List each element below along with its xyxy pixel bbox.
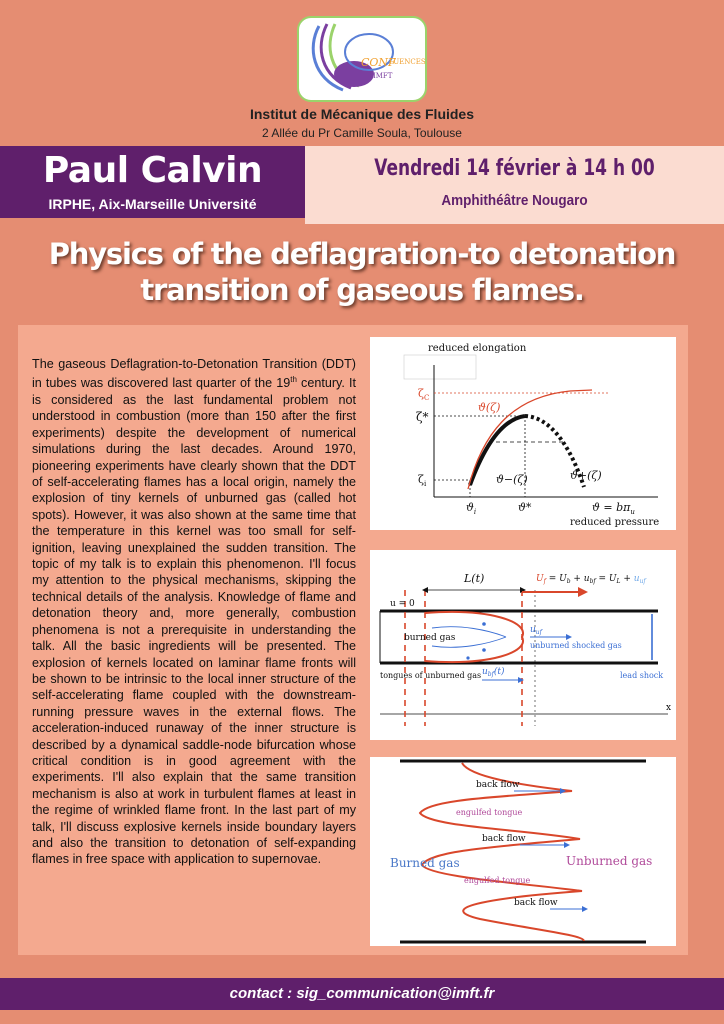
speaker-affiliation: IRPHE, Aix-Marseille Université bbox=[48, 196, 257, 212]
fig2-u-uf: $u_{uf}$ bbox=[530, 625, 542, 636]
fig3-unburned-gas: Unburned gas bbox=[566, 854, 653, 868]
contact-line: contact : sig_communication@imft.fr bbox=[229, 985, 495, 1002]
institute-name: Institut de Mécanique des Fluides bbox=[249, 106, 475, 122]
speaker-name: Paul Calvin bbox=[42, 150, 263, 191]
fig2-velocity-equation: $U_f = U_b + u_{bf} = U_L + u_{uf}$ bbox=[536, 574, 646, 585]
institute-address: 2 Allée du Pr Camille Soula, Toulouse bbox=[262, 126, 462, 140]
talk-room: Amphithéâtre Nougaro bbox=[441, 192, 588, 209]
abstract-text bbox=[32, 356, 356, 868]
fig2-u-bf: $u_{bf}(t)$ bbox=[482, 667, 505, 678]
fig1-theta-plus: ϑ+(ζ) bbox=[570, 469, 602, 482]
fig1-x-label: reduced pressure bbox=[570, 517, 660, 528]
confluences-logo bbox=[297, 16, 427, 102]
logo-luences-text: LUENCES bbox=[389, 58, 425, 66]
abstract-part-1: The gaseous Deflagration-to-Detonation Transition (DDT) in tubes was discovered last quarter of the 19 bbox=[32, 357, 356, 391]
fig1-theta-eq: $ϑ = b\pi_u$ bbox=[592, 501, 635, 516]
fig2-burned-gas: burned gas bbox=[404, 633, 456, 643]
fig1-zeta-c: $\zeta_C$ bbox=[418, 387, 430, 402]
fig1-zeta-i: $\zeta_i$ bbox=[418, 473, 427, 488]
fig1-theta-star: ϑ* bbox=[518, 501, 532, 514]
fig2-length-label: L(t) bbox=[464, 572, 485, 585]
fig3-back-flow-2: back flow bbox=[482, 834, 526, 844]
talk-title: Physics of the deflagration-to detonation transition of gaseous flames. bbox=[48, 237, 676, 307]
talk-date: Vendredi 14 février à 14 h 00 bbox=[374, 156, 655, 181]
fig1-zeta-star: ζ* bbox=[416, 410, 429, 424]
fig3-back-flow-3: back flow bbox=[514, 898, 558, 908]
fig3-burned-gas: Burned gas bbox=[390, 856, 460, 870]
figure-wrinkled-flame bbox=[370, 757, 676, 946]
figure-flame-in-tube bbox=[370, 550, 676, 740]
logo-imft-text: IMFT bbox=[373, 72, 393, 80]
fig2-tongues: tongues of unburned gas bbox=[380, 671, 482, 680]
fig2-x-axis: x bbox=[666, 703, 672, 713]
fig1-theta-i: $ϑ_i$ bbox=[466, 501, 477, 516]
logo-conf-text: CONF bbox=[361, 56, 396, 69]
fig2-u-zero: u = 0 bbox=[390, 599, 415, 609]
fig1-theta-curve: ϑ(ζ) bbox=[478, 401, 501, 414]
logo-graphic bbox=[299, 18, 425, 100]
abstract-superscript: th bbox=[290, 375, 297, 385]
figure-bifurcation-diagram bbox=[370, 337, 676, 530]
fig1-theta-minus: ϑ−(ζ) bbox=[496, 473, 528, 486]
fig2-lead-shock: lead shock bbox=[620, 671, 664, 680]
abstract-part-2: century. It is considered as the last fundamental problem not understood in combustion (more than 150 after the first experiments) despite the development of numerical simulations during the last decades. Around 1970, pioneering experiments have clearly shown that the DDT of self-accelerating flames has a local origin, namely the explosion of tiny kernels of unburned gas (called hot spots). However, it was also shown at the same time that the temperature in this kernel was too small for self-ignition, leaving unexplained the sudden transition. The topic of my talk is to explain this phenomenon. I'll focus my attention to the physical mechanisms, skipping the technical details of the analysis. Knowledge of flame and detonation theory and, more generally, combustion phenomena is not a prerequisite in understanding the talk. All the basic ingredients will be presented. The explosion of kernels located on laminar flame fronts will be shown to be intrinsic to the local inner structure of the self-accelerating flame coupled with the downstream-running pressure waves in the external flows. The acceleration-induced runaway of the inner structure is described by a dynamical saddle-node bifurcation whose critical condition is in good agreement with the experiments. I'll also explain that the same transition mechanism is also at work in turbulent flames at least in the regime of wrinkled flame front. In the last part of my talk, I'll discuss explosive kernels inside boundary layers and also the transition to detonation of self-expanding flames in free space with application to supernovae. bbox=[32, 376, 357, 867]
fig3-engulfed-1: engulfed tongue bbox=[456, 808, 523, 817]
fig3-back-flow-1: back flow bbox=[476, 780, 520, 790]
fig2-unburned-shocked: unburned shocked gas bbox=[530, 641, 622, 650]
fig3-engulfed-2: engulfed tongue bbox=[464, 876, 531, 885]
fig1-y-label: reduced elongation bbox=[428, 343, 527, 354]
